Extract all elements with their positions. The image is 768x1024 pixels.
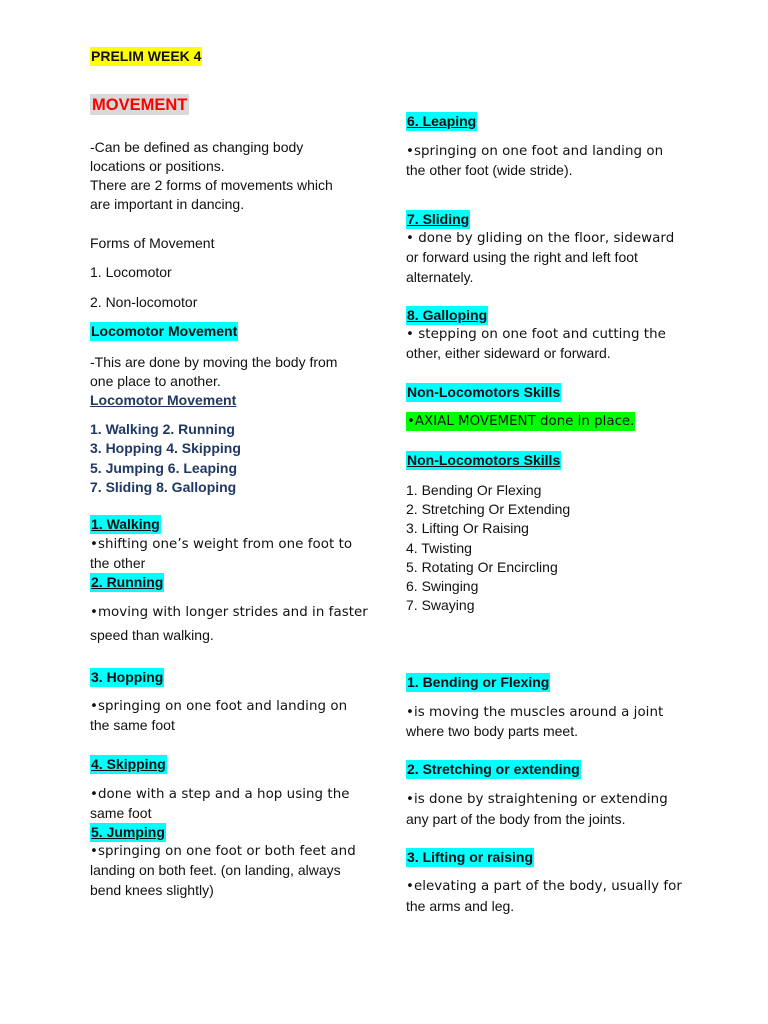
week-label: PRELIM WEEK 4	[91, 48, 202, 64]
non-locomotor-heading: Non-Locomotors Skills	[407, 384, 561, 400]
jumping-desc-line-2: landing on both feet. (on landing, always	[90, 862, 341, 878]
galloping-title: 8. Galloping	[407, 307, 488, 323]
form-item-non-locomotor: 2. Non-locomotor	[90, 294, 198, 310]
jumping-desc-line-1: •springing on one foot or both feet and	[90, 844, 356, 859]
hopping-title: 3. Hopping	[91, 669, 164, 685]
forms-heading: Forms of Movement	[90, 235, 215, 251]
definition-line-2: locations or positions.	[90, 158, 225, 174]
non-locomotor-list-item: 4. Twisting	[406, 540, 472, 556]
bending-desc-line-2: where two body parts meet.	[406, 723, 578, 739]
non-locomotor-list-item: 6. Swinging	[406, 578, 479, 594]
lifting-title: 3. Lifting or raising	[407, 849, 534, 865]
forms-intro-line-2: are important in dancing.	[90, 196, 245, 212]
non-locomotor-skills-heading: Non-Locomotors Skills	[407, 452, 561, 468]
locomotor-list-item: 1. Walking 2. Running	[90, 421, 235, 437]
running-desc-line-1: •moving with longer strides and in faster	[90, 605, 368, 620]
hopping-desc-line-2: the same foot	[90, 717, 175, 733]
lifting-desc-line-2: the arms and leg.	[406, 898, 515, 914]
non-locomotor-list-item: 5. Rotating Or Encircling	[406, 559, 558, 575]
non-locomotor-list-item: 1. Bending Or Flexing	[406, 482, 542, 498]
skipping-desc-line-1: •done with a step and a hop using the	[90, 787, 350, 802]
non-locomotor-list-item: 2. Stretching Or Extending	[406, 501, 571, 517]
galloping-desc-line-1: • stepping on one foot and cutting the	[406, 327, 666, 342]
locomotor-desc-line-1: -This are done by moving the body from	[90, 354, 338, 370]
leaping-desc-line-2: the other foot (wide stride).	[406, 162, 573, 178]
non-locomotor-list-item: 3. Lifting Or Raising	[406, 520, 529, 536]
lifting-desc-line-1: •elevating a part of the body, usually for	[406, 879, 682, 894]
leaping-title: 6. Leaping	[407, 113, 477, 129]
locomotor-subheading: Locomotor Movement	[90, 392, 237, 408]
locomotor-list-item: 3. Hopping 4. Skipping	[90, 440, 241, 456]
stretching-desc-line-1: •is done by straightening or extending	[406, 792, 668, 807]
locomotor-list-item: 5. Jumping 6. Leaping	[90, 460, 238, 476]
leaping-desc-line-1: •springing on one foot and landing on	[406, 144, 664, 159]
locomotor-desc-line-2: one place to another.	[90, 373, 221, 389]
bending-title: 1. Bending or Flexing	[407, 674, 550, 690]
axial-movement-text: •AXIAL MOVEMENT done in place.	[407, 414, 635, 429]
walking-desc-line-1: •shifting one’s weight from one foot to	[90, 537, 353, 552]
sliding-title: 7. Sliding	[407, 211, 470, 227]
running-title: 2. Running	[91, 574, 164, 590]
non-locomotor-list-item: 7. Swaying	[406, 597, 475, 613]
bending-desc-line-1: •is moving the muscles around a joint	[406, 705, 664, 720]
galloping-desc-line-2: other, either sideward or forward.	[406, 345, 611, 361]
sliding-desc-line-1: • done by gliding on the floor, sideward	[406, 231, 675, 246]
walking-desc-line-2: the other	[90, 555, 146, 571]
locomotor-heading: Locomotor Movement	[91, 323, 238, 339]
stretching-desc-line-2: any part of the body from the joints.	[406, 811, 626, 827]
jumping-title: 5. Jumping	[91, 824, 165, 840]
page-title: MOVEMENT	[92, 96, 188, 114]
walking-title: 1. Walking	[91, 516, 160, 532]
skipping-title: 4. Skipping	[91, 756, 166, 772]
jumping-desc-line-3: bend knees slightly)	[90, 882, 214, 898]
sliding-desc-line-2: or forward using the right and left foot	[406, 249, 638, 265]
skipping-desc-line-2: same foot	[90, 805, 152, 821]
sliding-desc-line-3: alternately.	[406, 269, 474, 285]
forms-intro-line-1: There are 2 forms of movements which	[90, 177, 333, 193]
form-item-locomotor: 1. Locomotor	[90, 264, 172, 280]
hopping-desc-line-1: •springing on one foot and landing on	[90, 699, 348, 714]
running-desc-line-2: speed than walking.	[90, 627, 214, 643]
definition-line-1: -Can be defined as changing body	[90, 139, 304, 155]
locomotor-list-item: 7. Sliding 8. Galloping	[90, 479, 237, 495]
stretching-title: 2. Stretching or extending	[407, 761, 580, 777]
